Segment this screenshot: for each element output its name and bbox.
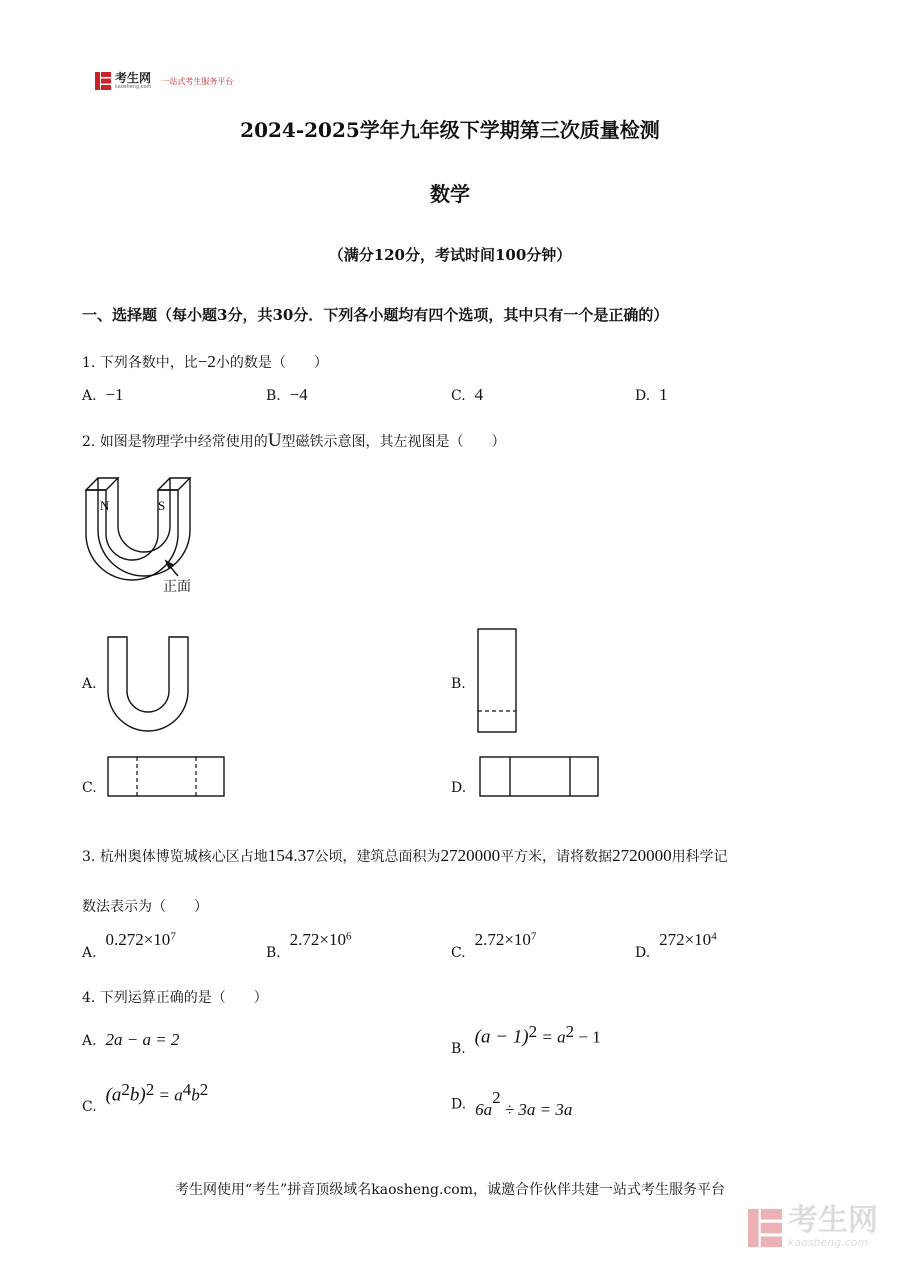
q3-option-c: C. $2.72\times 10^7$ [451,930,537,961]
exam-note: （满分120分，考试时间100分钟） [328,246,572,264]
question-3-line2: 数法表示为（ ） [82,899,208,915]
q4-option-c: C. $(a^2b)^2 = a^4b^2$ [82,1080,209,1115]
header-logo [95,72,233,90]
q2-option-b-figure [477,628,519,734]
watermark-name: 考生网 [788,1203,878,1238]
question-2: 2. 如图是物理学中经常使用的U型磁铁示意图，其左视图是（ ） [82,430,506,451]
page-footer: 考生网使用“考生”拼音顶级域名kaosheng.com，诚邀合作伙伴共建一站式考生服务平台 [174,1182,726,1198]
watermark [748,1203,878,1249]
q2-option-a-figure [107,636,191,732]
watermark-domain: kaosheng.com [788,1236,869,1249]
q1-option-a: A. −1 [82,385,124,404]
q3-option-d: D. $272\times 10^4$ [635,930,717,961]
exam-title: 2024-2025学年九年级下学期第三次质量检测 [240,118,660,142]
question-4: 4. 下列运算正确的是（ ） [82,990,268,1006]
kaosheng-logo-icon [95,72,111,90]
q1-option-c: C. 4 [451,385,484,404]
front-label: 正面 [163,579,191,595]
q3-option-a: A. $0.272\times 10^7$ [82,930,176,961]
pole-n-label: N [100,498,110,513]
q2-option-c-figure [107,756,227,799]
logo-domain: kaosheng.com [115,84,152,90]
q2-option-c-label: C. [82,780,97,796]
q3-option-b: B. $2.72\times 10^6$ [266,930,352,961]
question-3: 3. 杭州奥体博览城核心区占地154.37公顷，建筑总面积为2720000平方米，请将数据2720000用科学记 [82,846,728,865]
q1-option-b: B. −4 [266,385,308,404]
question-1: 1. 下列各数中，比−2小的数是（ ） [82,352,328,371]
logo-name: 考生网 [115,71,152,85]
subject-title: 数学 [430,182,470,206]
logo-slogan: 一站式考生服务平台 [161,76,234,86]
q4-option-d: D. $6a^2 \div 3a = 3a$ [451,1088,573,1119]
q2-option-a-label: A. [82,676,97,692]
section-heading: 一、选择题（每小题3分，共30分．下列各小题均有四个选项，其中只有一个是正确的） [82,306,669,324]
q1-value: −2 [197,352,216,371]
q2-option-d-figure [479,756,601,799]
watermark-logo-icon [748,1208,782,1248]
q2-option-b-label: B. [451,676,466,692]
pole-s-label: S [158,498,166,513]
q1-option-d: D. 1 [635,385,668,404]
q4-option-a: A. 2a − a = 2 [82,1030,180,1049]
q2-option-d-label: D. [451,780,467,796]
q4-option-b: B. $(a - 1)^2 = a^2 - 1$ [451,1022,601,1057]
